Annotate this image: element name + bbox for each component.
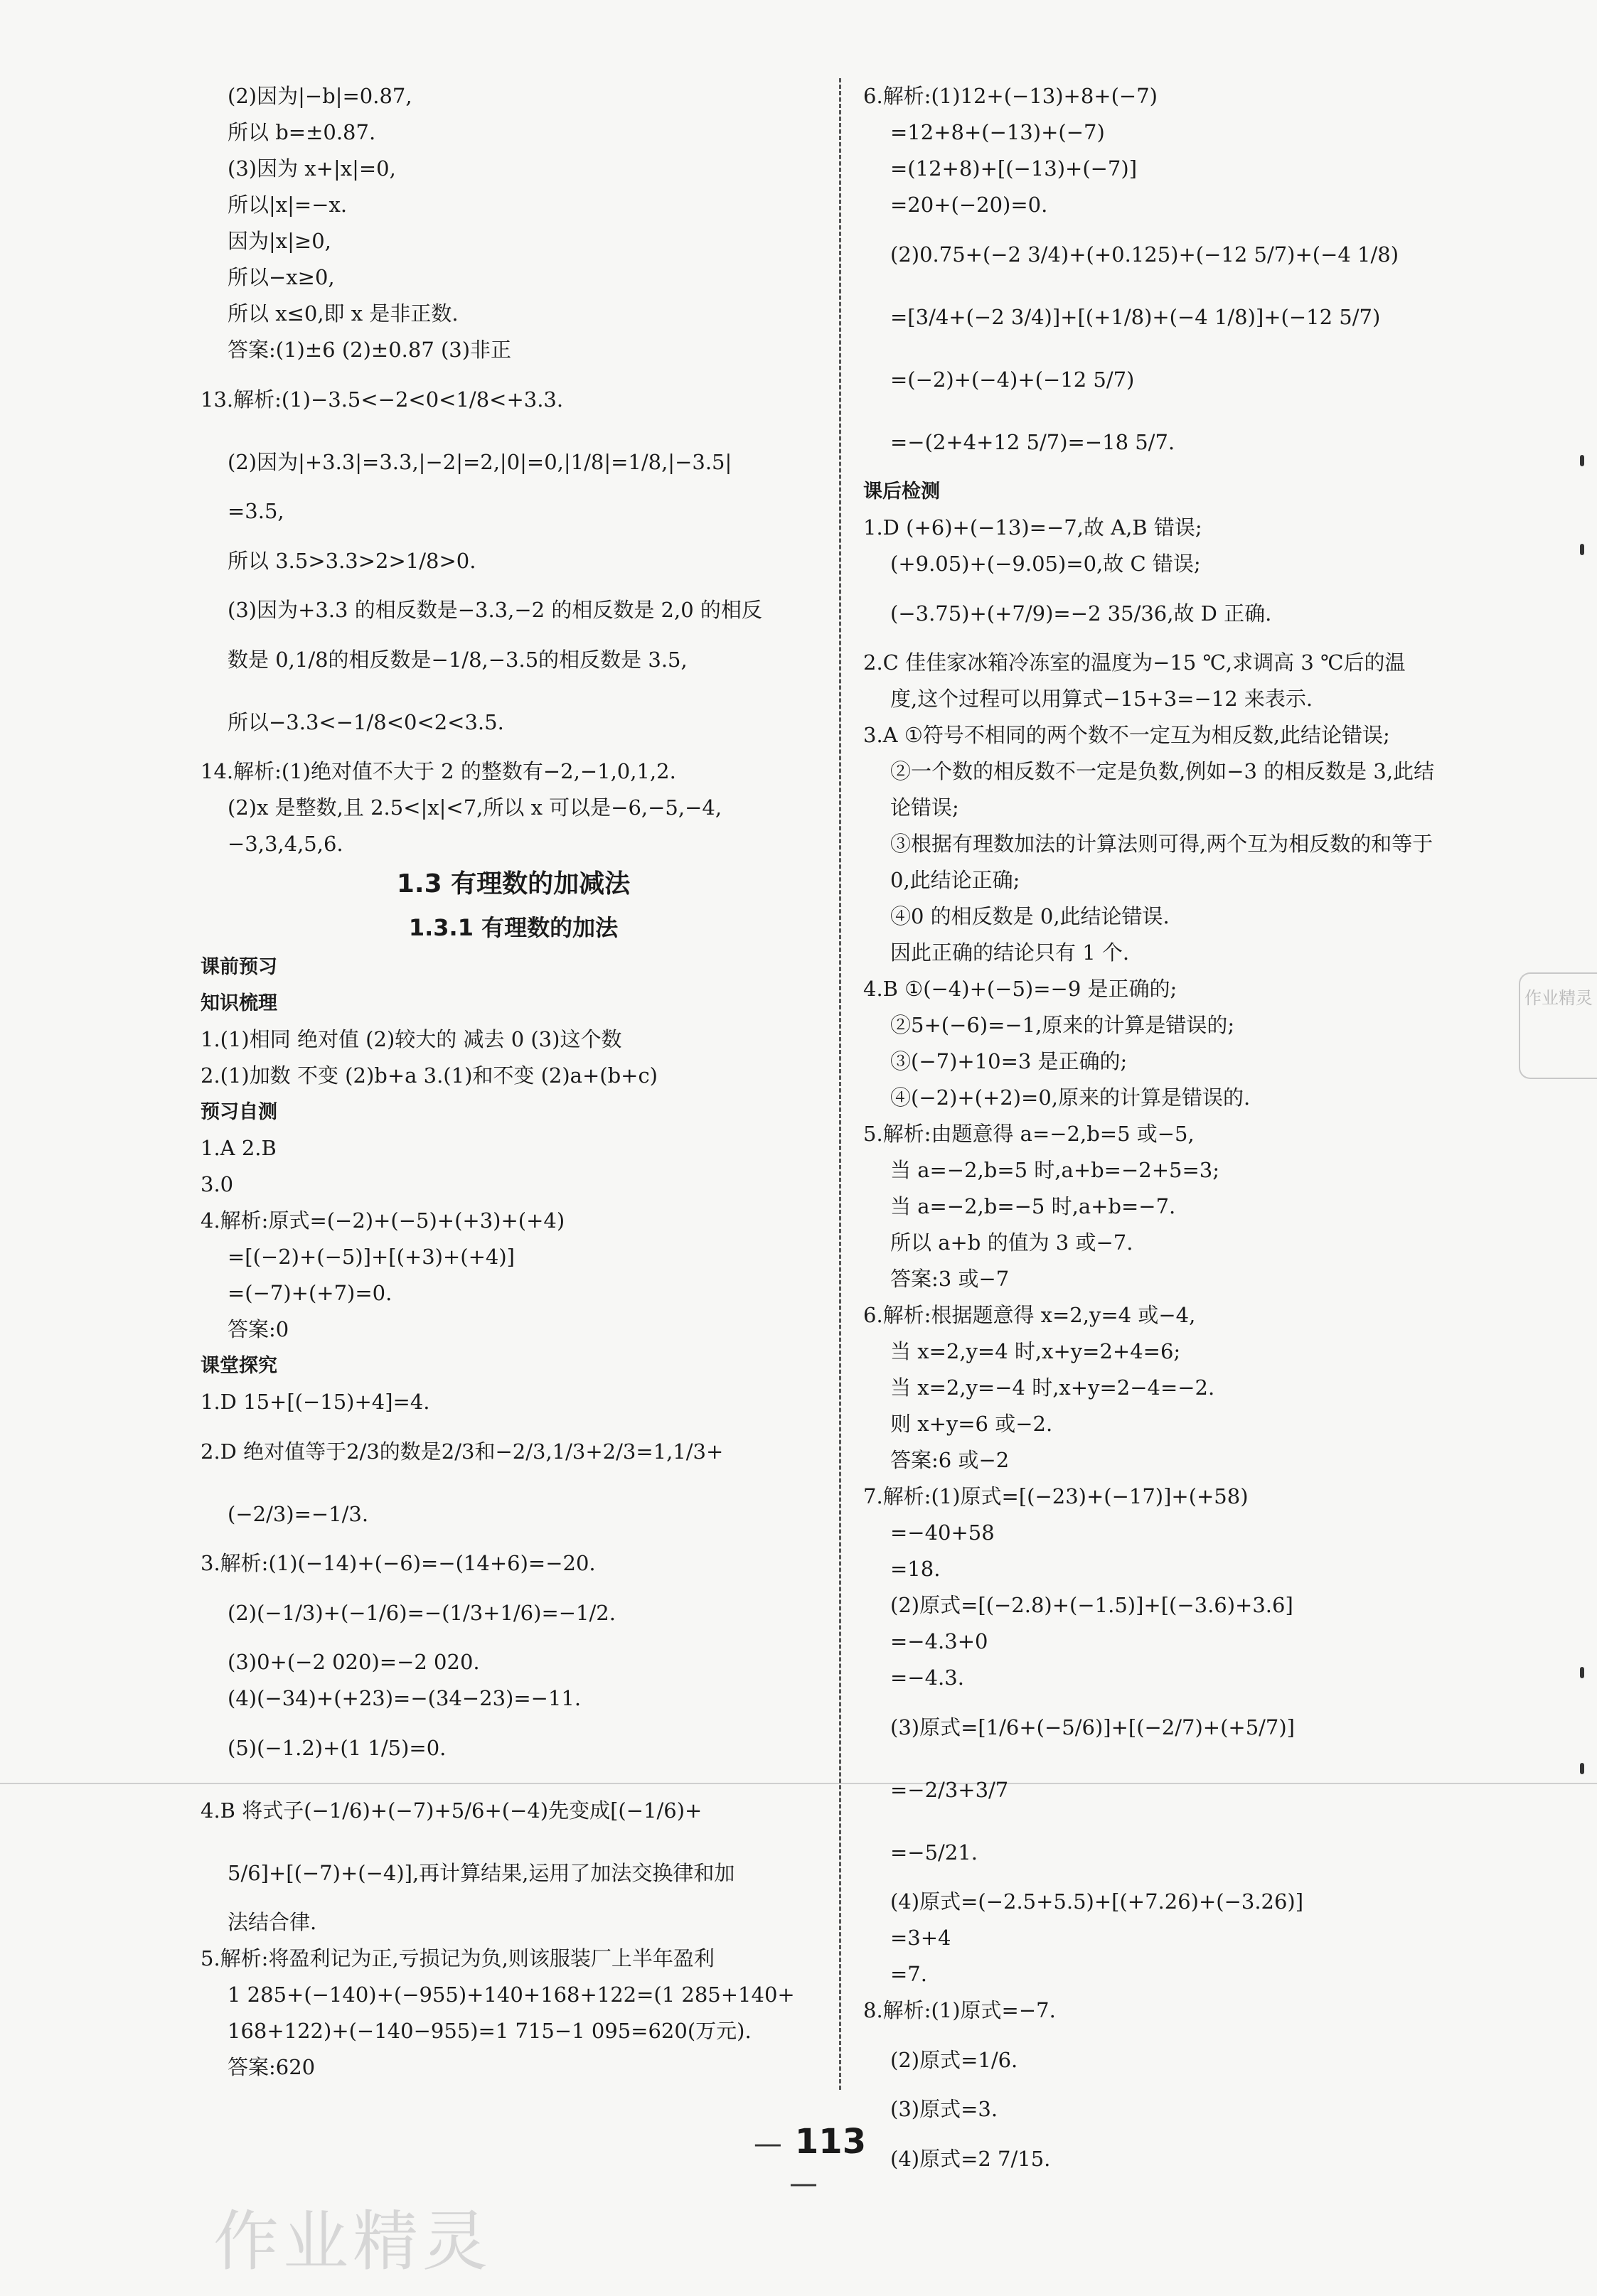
answer-line: 2.(1)加数 不变 (2)b+a 3.(1)和不变 (2)a+(b+c) [201,1063,658,1088]
section-heading: 预习自测 [201,1101,277,1123]
answer-line: =−40+58 [890,1520,995,1545]
answer-line: (2)原式=[(−2.8)+(−1.5)]+[(−3.6)+3.6] [890,1593,1293,1617]
answer-line: 所以 b=±0.87. [228,120,376,144]
answer-line: =(−2)+(−4)+(−12 5/7) [890,368,1135,392]
answer-line: (2)因为|+3.3|=3.3,|−2|=2,|0|=0,|1/8|=1/8,|−3.5| [228,450,732,474]
answer-line: 当 a=−2,b=5 时,a+b=−2+5=3; [890,1158,1219,1182]
answer-line: 168+122)+(−140−955)=1 715−1 095=620(万元). [228,2019,752,2043]
column-divider [839,78,841,2090]
answer-line: 所以 3.5>3.3>2>1/8>0. [228,549,476,573]
answer-line: 所以 x≤0,即 x 是非正数. [228,301,459,326]
section-heading: 知识梳理 [201,992,277,1014]
answer-line: 6.解析:(1)12+(−13)+8+(−7) [863,84,1158,108]
section-heading: 课堂探究 [201,1355,277,1377]
answer-line: 数是 0,1/8的相反数是−1/8,−3.5的相反数是 3.5, [228,648,688,672]
answer-line: 1.D 15+[(−15)+4]=4. [201,1390,430,1414]
answer-line: (2)原式=1/6. [890,2048,1018,2072]
answer-line: (3)因为 x+|x|=0, [228,156,396,181]
chapter-title: 1.3 有理数的加减法 [396,869,631,898]
answer-line: 论错误; [890,795,959,820]
answer-line: 答案:0 [228,1317,289,1341]
answer-line: 当 x=2,y=4 时,x+y=2+4=6; [890,1339,1181,1363]
answer-line: 因此正确的结论只有 1 个. [890,940,1130,965]
answer-line: (3)因为+3.3 的相反数是−3.3,−2 的相反数是 2,0 的相反 [228,598,762,622]
answer-line: 5.解析:将盈利记为正,亏损记为负,则该服装厂上半年盈利 [201,1946,715,1970]
section-heading: 课后检测 [863,481,940,503]
right-column [863,78,1507,2190]
page-number: — 113— [753,2122,867,2200]
answer-line: =−5/21. [890,1840,978,1865]
answer-line: (4)(−34)+(+23)=−(34−23)=−11. [228,1686,582,1710]
answer-line: 当 a=−2,b=−5 时,a+b=−7. [890,1194,1176,1218]
answer-line: =20+(−20)=0. [890,193,1048,217]
edge-mark [1580,1763,1584,1774]
answer-line: 所以−x≥0, [228,265,335,289]
answer-line: 3.0 [201,1172,234,1196]
answer-line: 3.A ①符号不相同的两个数不一定互为相反数,此结论错误; [863,723,1390,747]
answer-line: =−4.3. [890,1665,964,1690]
answer-line: (5)(−1.2)+(1 1/5)=0. [228,1736,447,1760]
answer-line: 所以 a+b 的值为 3 或−7. [890,1230,1133,1255]
answer-line: 法结合律. [228,1910,317,1934]
answer-line: ④(−2)+(+2)=0,原来的计算是错误的. [890,1085,1251,1110]
answer-line: 0,此结论正确; [890,868,1020,892]
answer-line: 当 x=2,y=−4 时,x+y=2−4=−2. [890,1375,1215,1400]
answer-line: =−4.3+0 [890,1629,988,1653]
answer-line: 1.A 2.B [201,1136,277,1160]
watermark: 作业精灵 [213,2204,493,2280]
answer-line: (−2/3)=−1/3. [228,1502,369,1526]
answer-line: =−(2+4+12 5/7)=−18 5/7. [890,430,1175,454]
answer-line: 度,这个过程可以用算式−15+3=−12 来表示. [890,687,1313,711]
answer-line: (3)原式=[1/6+(−5/6)]+[(−2/7)+(+5/7)] [890,1715,1295,1739]
answer-line: 答案:(1)±6 (2)±0.87 (3)非正 [228,338,512,362]
answer-line: 8.解析:(1)原式=−7. [863,1998,1056,2022]
answer-line: (3)0+(−2 020)=−2 020. [228,1650,480,1674]
answer-line: (+9.05)+(−9.05)=0,故 C 错误; [890,552,1201,576]
answer-line: =−2/3+3/7 [890,1778,1009,1802]
answer-line: ②一个数的相反数不一定是负数,例如−3 的相反数是 3,此结 [890,759,1435,783]
answer-line: (2)0.75+(−2 3/4)+(+0.125)+(−12 5/7)+(−4 1/8) [890,242,1399,267]
answer-line: 2.D 绝对值等于2/3的数是2/3和−2/3,1/3+2/3=1,1/3+ [201,1439,724,1464]
answer-line: (2)(−1/3)+(−1/6)=−(1/3+1/6)=−1/2. [228,1601,616,1625]
answer-line: (4)原式=(−2.5+5.5)+[(+7.26)+(−3.26)] [890,1889,1304,1914]
answer-line: 13.解析:(1)−3.5<−2<0<1/8<+3.3. [201,387,564,412]
edge-mark [1580,544,1584,555]
answer-line: 1.(1)相同 绝对值 (2)较大的 减去 0 (3)这个数 [201,1027,622,1051]
answer-line: =(−7)+(+7)=0. [228,1281,392,1305]
answer-line: =[(−2)+(−5)]+[(+3)+(+4)] [228,1245,515,1269]
left-column [201,78,826,2086]
section-heading: 课前预习 [201,956,277,978]
answer-line: −3,3,4,5,6. [228,832,343,856]
answer-line: 5/6]+[(−7)+(−4)],再计算结果,运用了加法交换律和加 [228,1861,735,1885]
answer-line: 14.解析:(1)绝对值不大于 2 的整数有−2,−1,0,1,2. [201,759,676,783]
answer-line: (4)原式=2 7/15. [890,2147,1051,2171]
answer-line: 4.解析:原式=(−2)+(−5)+(+3)+(+4) [201,1208,565,1233]
answer-line: =(12+8)+[(−13)+(−7)] [890,156,1138,181]
answer-line: (2)x 是整数,且 2.5<|x|<7,所以 x 可以是−6,−5,−4, [228,795,722,820]
answer-line: 4.B ①(−4)+(−5)=−9 是正确的; [863,977,1177,1001]
answer-line: ③(−7)+10=3 是正确的; [890,1049,1128,1073]
answer-line: =18. [890,1557,941,1581]
answer-line: 5.解析:由题意得 a=−2,b=5 或−5, [863,1122,1195,1146]
answer-line: =3.5, [228,499,284,523]
answer-line: 所以|x|=−x. [228,193,348,217]
answer-line: 6.解析:根据题意得 x=2,y=4 或−4, [863,1303,1196,1327]
answer-line: 则 x+y=6 或−2. [890,1412,1053,1436]
answer-line: (2)因为|−b|=0.87, [228,84,412,108]
answer-line: 1.D (+6)+(−13)=−7,故 A,B 错误; [863,515,1202,540]
answer-line: =3+4 [890,1926,951,1950]
chapter-title: 1.3.1 有理数的加法 [408,914,619,941]
answer-line: ②5+(−6)=−1,原来的计算是错误的; [890,1013,1235,1037]
answer-line: =12+8+(−13)+(−7) [890,120,1105,144]
answer-line: ④0 的相反数是 0,此结论错误. [890,904,1170,928]
answer-line: 答案:6 或−2 [890,1448,1010,1472]
answer-line: (−3.75)+(+7/9)=−2 35/36,故 D 正确. [890,601,1272,626]
answer-line: 4.B 将式子(−1/6)+(−7)+5/6+(−4)先变成[(−1/6)+ [201,1798,703,1823]
answer-line: 答案:620 [228,2055,316,2079]
stamp: 作业精灵 [1519,972,1597,1079]
answer-line: 3.解析:(1)(−14)+(−6)=−(14+6)=−20. [201,1551,596,1575]
answer-line: 7.解析:(1)原式=[(−23)+(−17)]+(+58) [863,1484,1249,1508]
edge-mark [1580,1667,1584,1678]
answer-line: 2.C 佳佳家冰箱冷冻室的温度为−15 ℃,求调高 3 ℃后的温 [863,650,1406,675]
answer-line: 答案:3 或−7 [890,1267,1010,1291]
answer-line: (3)原式=3. [890,2097,998,2121]
answer-line: =[3/4+(−2 3/4)]+[(+1/8)+(−4 1/8)]+(−12 5/7) [890,305,1381,329]
edge-mark [1580,455,1584,466]
answer-line: ③根据有理数加法的计算法则可得,两个互为相反数的和等于 [890,832,1433,856]
answer-line: 因为|x|≥0, [228,229,331,253]
answer-line: 1 285+(−140)+(−955)+140+168+122=(1 285+140+ [228,1983,795,2007]
answer-line: =7. [890,1962,927,1986]
answer-line: 所以−3.3<−1/8<0<2<3.5. [228,710,504,734]
